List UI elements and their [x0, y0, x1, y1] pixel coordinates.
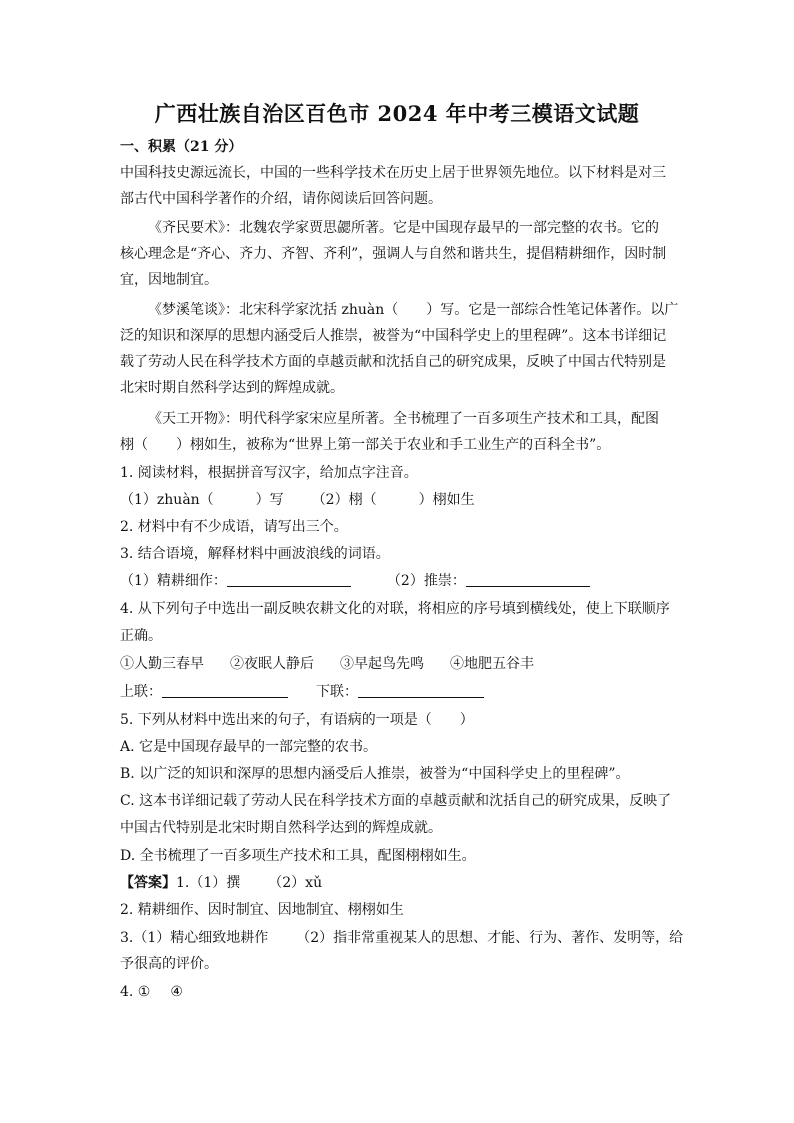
answer-4-1: 4. ① [120, 984, 151, 1000]
question-4-line-1: 4. 从下列句子中选出一副反映农耕文化的对联，将相应的序号填到横线处，使上下联顺序 [120, 601, 670, 617]
couplet-option-4: ④地肥五谷丰 [450, 656, 534, 672]
couplet-option-3: ③早起鸟先鸣 [340, 656, 424, 672]
question-5-option-c-line-1: C. 这本书详细记载了劳动人民在科学技术方面的卓越贡献和沈括自己的研究成果，反映了 [120, 793, 672, 809]
answer-line-1 [120, 874, 322, 892]
answer-4-2: ④ [170, 984, 183, 1000]
passage-qimin-line-3: 宜，因地制宜。 [120, 272, 218, 288]
question-3-item-b: （2）推崇： [386, 573, 466, 589]
question-4-line-2: 正确。 [120, 628, 162, 644]
answer-2: 2. 精耕细作、因时制宜、因地制宜、栩栩如生 [120, 902, 404, 918]
upper-couplet-blank[interactable] [162, 683, 288, 698]
question-3: 3. 结合语境，解释材料中画波浪线的词语。 [120, 546, 390, 562]
intro-line-1: 中国科技史源远流长，中国的一些科学技术在历史上居于世界领先地位。以下材料是对三 [120, 165, 666, 181]
question-5-option-b: B. 以广泛的知识和深厚的思想内涵受后人推崇，被誉为“中国科学史上的里程碑”。 [120, 766, 630, 782]
question-4-options [120, 655, 534, 673]
section-heading: 一、积累（21 分） [120, 139, 243, 155]
answer-blank-jinggeng[interactable] [227, 572, 351, 587]
question-5-option-d: D. 全书梳理了一百多项生产技术和工具，配图栩栩如生。 [120, 848, 476, 864]
answer-line-3 [120, 929, 683, 947]
question-5-option-a: A. 它是中国现存最早的一部完整的农书。 [120, 739, 378, 755]
answer-1-2: （2）xǔ [268, 875, 323, 891]
couplet-option-2: ②夜眠人静后 [230, 656, 314, 672]
answer-1-1: 1.（1）撰 [176, 875, 241, 891]
question-1: 1. 阅读材料，根据拼音写汉字，给加点字注音。 [120, 465, 418, 481]
passage-mengxi-line-3: 载了劳动人民在科学技术方面的卓越贡献和沈括自己的研究成果，反映了中国古代特别是 [120, 354, 666, 370]
intro-line-2: 部古代中国科学著作的介绍，请你阅读后回答问题。 [120, 191, 442, 207]
question-5-option-c-line-2: 中国古代特别是北宋时期自然科学达到的辉煌成就。 [120, 820, 442, 836]
passage-mengxi-line-2: 泛的知识和深厚的思想内涵受后人推崇，被誉为“中国科学史上的里程碑”。这本书详细记 [120, 328, 667, 344]
question-3-item-a: （1）精耕细作： [120, 573, 227, 589]
upper-couplet-label: 上联： [120, 684, 162, 700]
passage-qimin-line-2: 核心理念是“齐心、齐力、齐智、齐利”，强调人与自然和谐共生，提倡精耕细作，因时制 [120, 246, 667, 262]
couplet-option-1: ①人勤三春早 [120, 656, 204, 672]
question-2: 2. 材料中有不少成语，请写出三个。 [120, 519, 348, 535]
question-1-item-b: （2）栩（ ）栩如生 [311, 492, 475, 508]
passage-mengxi-line-1: 《梦溪笔谈》：北宋科学家沈括 zhuàn（ ）写。它是一部综合性笔记体著作。以广 [148, 302, 679, 318]
answer-3-1: 3.（1）精心细致地耕作 [120, 930, 269, 946]
answer-3-2: （2）指非常重视某人的思想、才能、行为、著作、发明等，给 [296, 930, 684, 946]
passage-tiangong-line-2: 栩（ ）栩如生，被称为“世界上第一部关于农业和手工业生产的百科全书”。 [120, 437, 611, 453]
answer-label: 【答案】 [120, 875, 176, 891]
lower-couplet-label: 下联： [316, 684, 358, 700]
question-4-fill [120, 683, 484, 701]
answer-blank-tuichong[interactable] [466, 572, 590, 587]
lower-couplet-blank[interactable] [358, 683, 484, 698]
answer-line-4 [120, 983, 183, 1001]
answer-3-continued: 予很高的评价。 [120, 956, 218, 972]
passage-mengxi-line-4: 北宋时期自然科学达到的辉煌成就。 [120, 380, 344, 396]
page-title: 广西壮族自治区百色市 2024 年中考三模语文试题 [154, 101, 640, 126]
question-5: 5. 下列从材料中选出来的句子，有语病的一项是（ ） [120, 712, 474, 728]
passage-tiangong-line-1: 《天工开物》：明代科学家宋应星所著。全书梳理了一百多项生产技术和工具，配图 [148, 411, 659, 427]
passage-qimin-line-1: 《齐民要术》：北魏农学家贾思勰所著。它是中国现存最早的一部完整的农书。它的 [148, 220, 659, 236]
question-1-item-a: （1）zhuàn（ ）写 [120, 492, 284, 508]
question-3-items [120, 572, 590, 590]
question-1-items [120, 491, 475, 509]
